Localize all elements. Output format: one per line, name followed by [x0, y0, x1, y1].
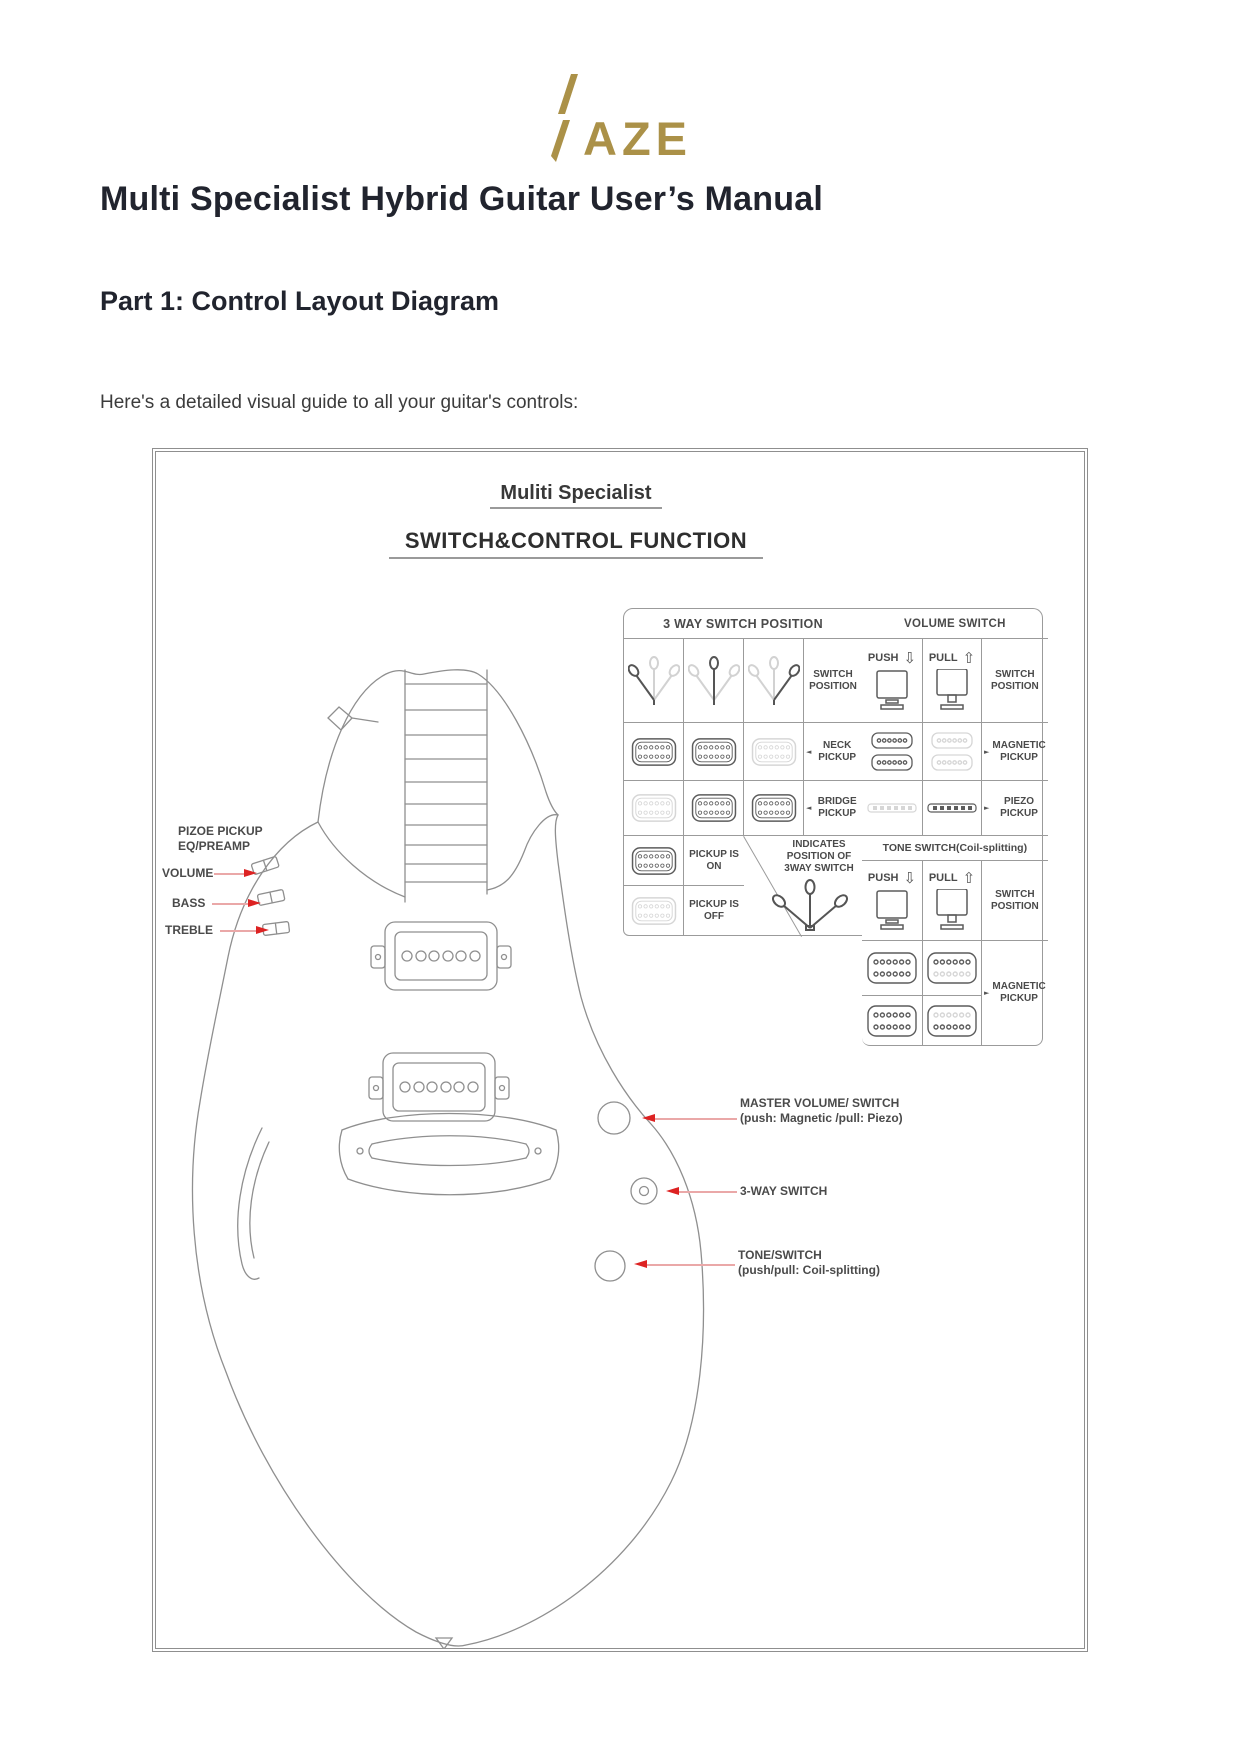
- label-bass: BASS: [172, 896, 206, 910]
- piezo-pickup-label: ► PIEZO PICKUP: [984, 796, 1038, 819]
- pickup-icon-off: [624, 781, 684, 836]
- treble-arrow-line: [220, 930, 258, 932]
- logo-text: AZE: [583, 111, 692, 165]
- humbucker-stack-on-icon: [862, 723, 923, 781]
- push-down-arrow-icon: ⇩: [903, 868, 917, 887]
- intro-text: Here's a detailed visual guide to all your guitar's controls:: [100, 392, 579, 413]
- humbucker-split-top-icon: [923, 996, 982, 1045]
- tone-switch-header: TONE SWITCH(Coil-splitting): [862, 836, 1048, 861]
- treble-arrow-head: [256, 926, 269, 934]
- page-title: Multi Specialist Hybrid Guitar User’s Manual: [100, 180, 823, 218]
- master-volume-arrow-line: [655, 1118, 737, 1120]
- diagram-subtitle: SWITCH&CONTROL FUNCTION: [389, 528, 763, 559]
- diagram-title: Muliti Specialist: [490, 482, 661, 509]
- diagram-frame: [152, 448, 1088, 1652]
- humbucker-split-bottom-icon: [923, 941, 982, 996]
- 3way-switch-icon: [772, 878, 848, 932]
- pickup-is-off-label: PICKUP IS OFF: [689, 898, 739, 922]
- indicates-text: INDICATES POSITION OF 3WAY SWITCH: [784, 839, 854, 874]
- volume-arrow-line: [214, 873, 246, 875]
- 3way-indicator-cell: [744, 836, 862, 935]
- tone-arrow-head: [634, 1260, 647, 1268]
- bridge-pickup-label: ◄ BRIDGE PICKUP: [806, 796, 857, 819]
- switch-position-label: SWITCH POSITION: [990, 668, 1039, 692]
- left-arrow-icon: ◄: [806, 804, 812, 812]
- pickup-icon-off: [624, 886, 684, 935]
- knob-pull-icon: [931, 889, 973, 931]
- table-header-3way: 3 WAY SWITCH POSITION: [624, 609, 862, 639]
- pickup-icon-on: [684, 723, 744, 781]
- right-arrow-icon: ►: [984, 747, 990, 756]
- master-volume-arrow-head: [642, 1114, 655, 1122]
- label-master-volume: MASTER VOLUME/ SWITCH (push: Magnetic /pull: Piezo): [740, 1096, 903, 1125]
- piezo-strip-on-icon: [923, 781, 982, 836]
- label-volume: VOLUME: [162, 866, 214, 880]
- magnetic-pickup-label: ► MAGNETIC PICKUP: [984, 739, 1046, 763]
- pickup-icon-on: [744, 781, 804, 836]
- magnetic-pickup-label: ► MAGNETIC PICKUP: [984, 981, 1046, 1004]
- switch-table-right: [862, 608, 1046, 1046]
- pickup-icon-on: [684, 781, 744, 836]
- piezo-strip-off-icon: [862, 781, 923, 836]
- 3way-arrow-line: [679, 1191, 737, 1193]
- label-3way-switch: 3-WAY SWITCH: [740, 1184, 828, 1198]
- switch-lever-left-icon: [624, 639, 684, 723]
- right-arrow-icon: ►: [984, 804, 990, 812]
- neck-pickup-label: ◄ NECK PICKUP: [806, 739, 857, 763]
- label-tone-switch: TONE/SWITCH (push/pull: Coil-splitting): [738, 1248, 880, 1277]
- bass-arrow-line: [212, 903, 250, 905]
- switch-lever-right-icon: [744, 639, 804, 723]
- push-knob-cell: PUSH ⇩: [862, 861, 923, 941]
- pull-knob-cell: PULL ⇧: [923, 639, 982, 723]
- bass-arrow-head: [248, 899, 261, 907]
- label-treble: TREBLE: [165, 923, 213, 937]
- switch-table-left: [623, 608, 863, 936]
- knob-push-icon: [871, 889, 913, 931]
- lightning-bolt-icon: [549, 74, 581, 162]
- humbucker-full-icon: [862, 941, 923, 996]
- section-heading: Part 1: Control Layout Diagram: [100, 286, 500, 316]
- pickup-is-on-label: PICKUP IS ON: [689, 848, 739, 872]
- volume-arrow-head: [244, 869, 257, 877]
- pickup-icon-off: [744, 723, 804, 781]
- humbucker-full-icon: [862, 996, 923, 1045]
- pull-knob-cell: PULL ⇧: [923, 861, 982, 941]
- left-arrow-icon: ◄: [806, 747, 812, 756]
- knob-push-icon: [871, 669, 913, 711]
- pull-up-arrow-icon: ⇧: [962, 868, 976, 887]
- pickup-icon-on: [624, 836, 684, 886]
- haze-logo: [0, 70, 1241, 165]
- 3way-arrow-head: [666, 1187, 679, 1195]
- switch-lever-center-icon: [684, 639, 744, 723]
- humbucker-stack-off-icon: [923, 723, 982, 781]
- push-knob-cell: PUSH ⇩: [862, 639, 923, 723]
- knob-pull-icon: [931, 669, 973, 711]
- tone-arrow-line: [647, 1264, 735, 1266]
- switch-position-label: SWITCH POSITION: [809, 668, 857, 692]
- pickup-icon-on: [624, 723, 684, 781]
- label-piezo-eq: PIZOE PICKUP EQ/PREAMP: [178, 824, 263, 853]
- switch-position-label: SWITCH POSITION: [990, 888, 1039, 912]
- right-arrow-icon: ►: [984, 989, 990, 997]
- pull-up-arrow-icon: ⇧: [962, 648, 976, 667]
- table-header-volume-switch: VOLUME SWITCH: [862, 609, 1048, 639]
- push-down-arrow-icon: ⇩: [903, 648, 917, 667]
